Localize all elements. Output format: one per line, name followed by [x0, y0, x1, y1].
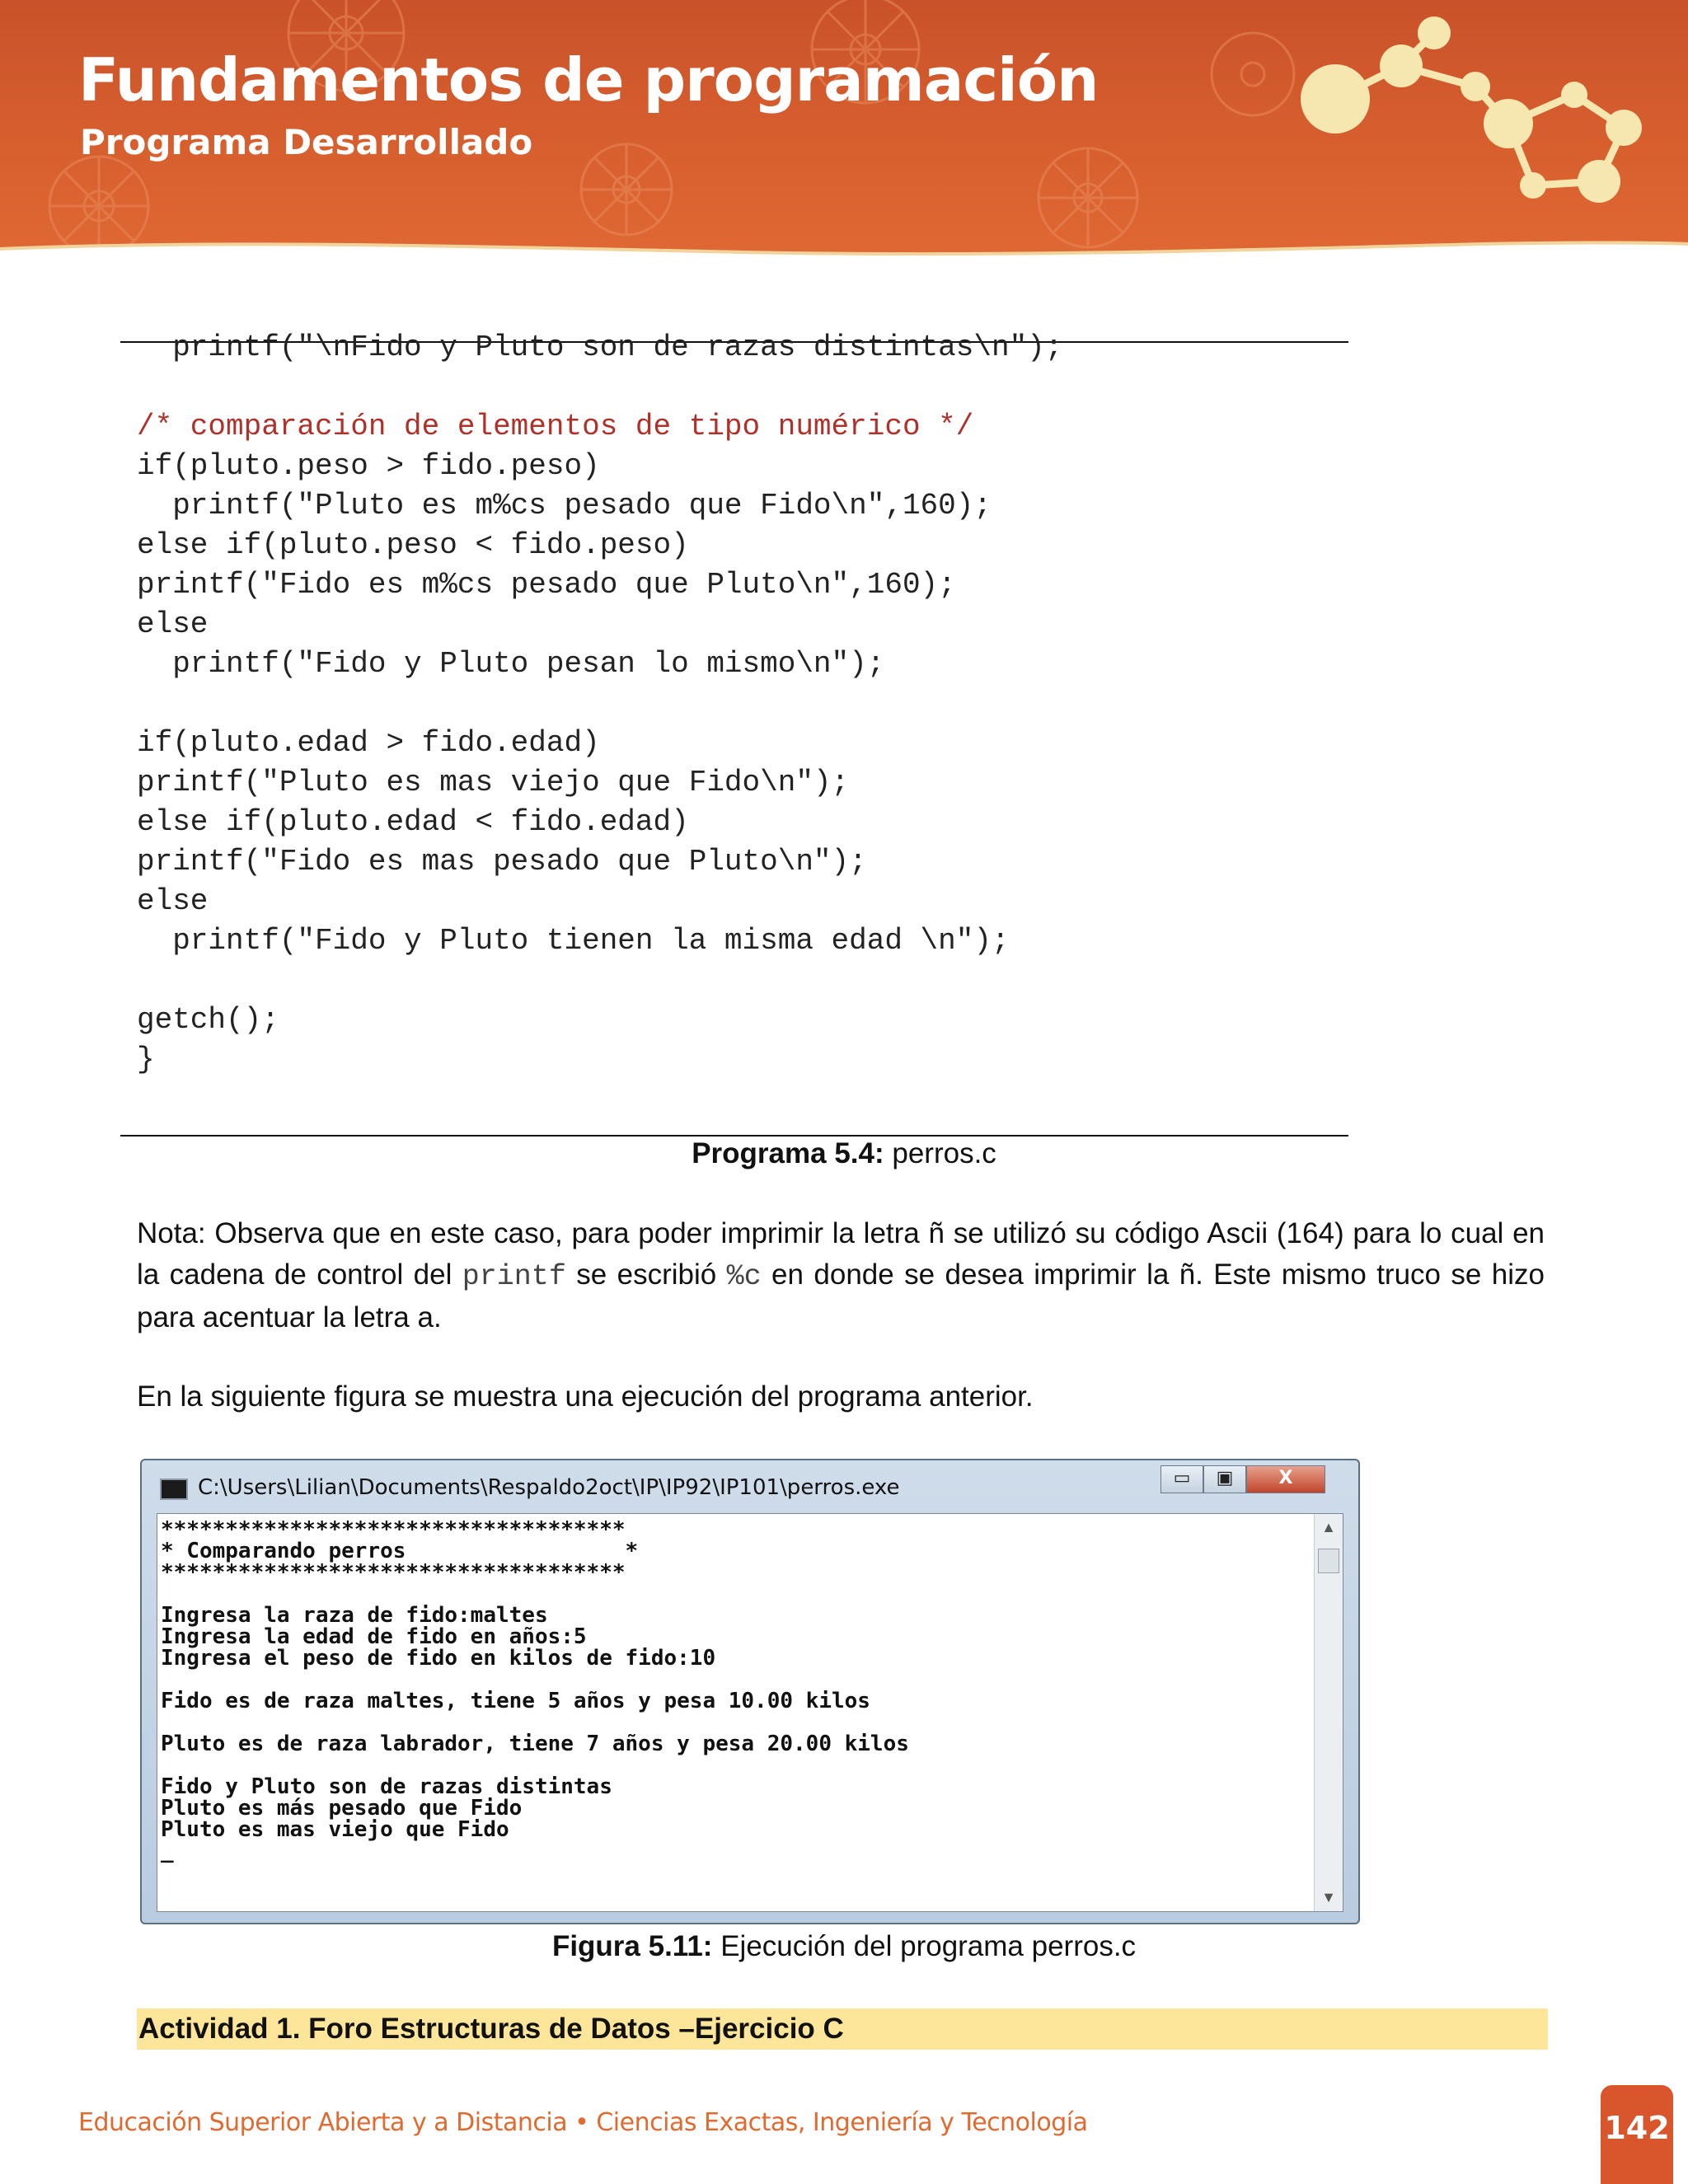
document-title: Fundamentos de programación — [78, 45, 1099, 115]
code-line: printf("Fido y Pluto tienen la misma edad \n"); — [172, 924, 1010, 958]
figure-caption — [0, 1930, 1688, 1963]
activity-banner: Actividad 1. Foro Estructuras de Datos –Ejercicio C — [137, 2008, 1548, 2050]
program-caption — [0, 1137, 1688, 1170]
code-line: printf("Fido es mas pesado que Pluto\n"); — [137, 845, 867, 879]
figure-intro-text: En la siguiente figura se muestra una ejecución del programa anterior. — [137, 1380, 1034, 1413]
code-line: printf("Fido y Pluto pesan lo mismo\n"); — [172, 647, 885, 681]
note-text-3: en donde se desea imprimir la ñ. Este mismo truco se hizo para acentuar la letra a. — [137, 1258, 1545, 1333]
document-subtitle: Programa Desarrollado — [80, 122, 533, 162]
note-text-2: se escribió — [565, 1258, 727, 1291]
console-output-text: ************************************ * Comparando perros * ************************************ Ingresa la raza de fido:maltes Ingresa la edad de fido en años:5 Ingresa el peso de fido en kilos de fido:10 Fido es de raza maltes, tiene 5 años y pesa 10.00 kilos Pluto es de raza labrador, tiene 7 años y pesa 20.00 kilos Fido y Pluto son de razas distintas Pluto es más pesado que Fido Pluto es mas viejo que Fido _ — [161, 1517, 909, 1863]
scroll-down-arrow-icon[interactable]: ▼ — [1321, 1889, 1336, 1905]
note-paragraph — [137, 1213, 1545, 1338]
figure-caption-label: Figura 5.11: — [551, 1930, 713, 1962]
code-line: } — [137, 1043, 155, 1076]
code-line: if(pluto.peso > fido.peso) — [137, 449, 600, 483]
code-line: if(pluto.edad > fido.edad) — [137, 726, 600, 760]
molecule-icon — [1269, 8, 1681, 223]
banner-wave-edge — [0, 231, 1688, 280]
scroll-thumb[interactable] — [1318, 1549, 1339, 1573]
page-number-tab — [1601, 2085, 1673, 2184]
code-comment-line: /* comparación de elementos de tipo numérico */ — [137, 410, 974, 443]
close-button[interactable]: X — [1246, 1465, 1325, 1493]
console-scrollbar[interactable] — [1314, 1514, 1343, 1911]
page-number: 142 — [1604, 2110, 1670, 2146]
console-output-area — [157, 1513, 1343, 1912]
program-caption-label: Programa 5.4: — [692, 1137, 884, 1169]
code-line: printf("Pluto es m%cs pesado que Fido\n",160); — [172, 489, 992, 523]
code-line: printf("Pluto es mas viejo que Fido\n"); — [137, 766, 850, 799]
code-line: printf("Fido es m%cs pesado que Pluto\n",160); — [137, 568, 956, 602]
code-listing — [137, 328, 1062, 1080]
code-line: printf("\nFido y Pluto son de razas distintas\n"); — [172, 330, 1063, 364]
note-code-printf: printf — [462, 1260, 566, 1293]
code-bottom-rule — [120, 1135, 1348, 1137]
minimize-button[interactable]: ▭ — [1160, 1465, 1203, 1493]
program-caption-text: perros.c — [884, 1137, 996, 1169]
figure-caption-text: Ejecución del programa perros.c — [712, 1930, 1137, 1962]
note-text-1: Nota: Observa que en este caso, para poder imprimir la letra ñ se utilizó su código Ascii (164) para lo cual en la cadena de control del — [137, 1217, 1545, 1291]
code-line: else if(pluto.peso < fido.peso) — [137, 528, 689, 562]
code-line: else — [137, 884, 209, 918]
code-line: else if(pluto.edad < fido.edad) — [137, 805, 689, 839]
header-banner — [0, 0, 1688, 280]
console-window-title: C:\Users\Lilian\Documents\Respaldo2oct\IP\IP92\IP101\perros.exe — [198, 1475, 900, 1500]
code-line: getch(); — [137, 1003, 279, 1037]
footer-text: Educación Superior Abierta y a Distancia • Ciencias Exactas, Ingeniería y Tecnología — [78, 2108, 1088, 2137]
note-code-format: %c — [726, 1260, 762, 1293]
maximize-button[interactable]: ▣ — [1203, 1465, 1246, 1493]
console-window — [140, 1459, 1360, 1924]
code-line: else — [137, 607, 209, 641]
scroll-up-arrow-icon[interactable]: ▲ — [1321, 1519, 1336, 1535]
console-app-icon — [160, 1479, 188, 1500]
